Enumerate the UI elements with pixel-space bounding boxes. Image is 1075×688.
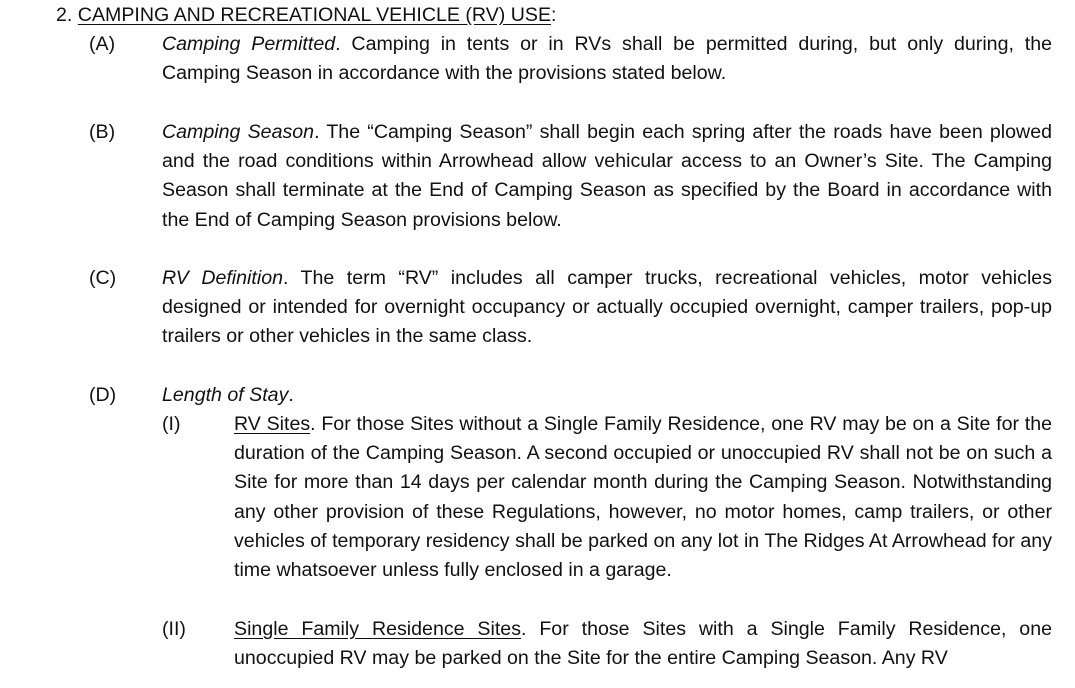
subparagraph-heading: Single Family Residence Sites	[234, 618, 521, 640]
paragraph-heading: RV Definition	[162, 267, 284, 289]
paragraph-body	[162, 381, 1052, 410]
paragraph-text: . The term “RV” includes all camper trucks, recreational vehicles, motor vehicles designed or intended for overnight occupancy or actually occupied overnight, camper trailers, pop-up trailers or other vehicles in the same class.	[162, 267, 1052, 348]
paragraph-body	[162, 30, 1052, 88]
subparagraph-text: . For those Sites with a Single Family Residence, one unoccupied RV may be parked on the Site for the entire Camping Season. Any RV	[234, 618, 1053, 670]
paragraph-letter: (A)	[89, 33, 116, 55]
subparagraph-number: (II)	[162, 618, 186, 640]
paragraph-letter: (D)	[89, 384, 117, 406]
paragraph-body	[162, 264, 1052, 352]
section-heading	[56, 1, 557, 30]
subparagraph-body	[234, 410, 1052, 585]
paragraph-text: . The “Camping Season” shall begin each spring after the roads have been plowed and the road conditions within Arrowhead allow vehicular access to an Owner’s Site. The Camping Season shall terminate at the End of Camping Season as specified by the Board in accordance with the End of Camping Season provisions below.	[162, 121, 1052, 231]
subparagraph-text: . For those Sites without a Single Family Residence, one RV may be on a Site for the duration of the Camping Season. A second occupied or unoccupied RV shall not be on such a Site for more than 14 days per calendar month during the Camping Season. Notwithstanding any other provision of these Regulations, however, no motor homes, camp trailers, or other vehicles of temporary residency shall be parked on any lot in The Ridges At Arrowhead for any time whatsoever unless fully enclosed in a garage.	[234, 413, 1052, 582]
subparagraph-heading: RV Sites	[234, 413, 311, 435]
paragraph-heading: Camping Season	[162, 121, 315, 143]
section-number: 2.	[56, 4, 73, 26]
paragraph-heading: Length of Stay	[162, 384, 289, 406]
paragraph-letter: (C)	[89, 267, 117, 289]
paragraph-heading: Camping Permitted	[162, 33, 336, 55]
paragraph-letter: (B)	[89, 121, 116, 143]
subparagraph-number: (I)	[162, 413, 181, 435]
section-title: CAMPING AND RECREATIONAL VEHICLE (RV) USE	[77, 4, 552, 26]
section-colon: :	[551, 4, 557, 26]
paragraph-text: . Camping in tents or in RVs shall be permitted during, but only during, the Camping Season in accordance with the provisions stated below.	[162, 33, 1052, 85]
paragraph-body	[162, 118, 1052, 235]
subparagraph-body	[234, 615, 1052, 673]
paragraph-text: .	[288, 384, 294, 406]
